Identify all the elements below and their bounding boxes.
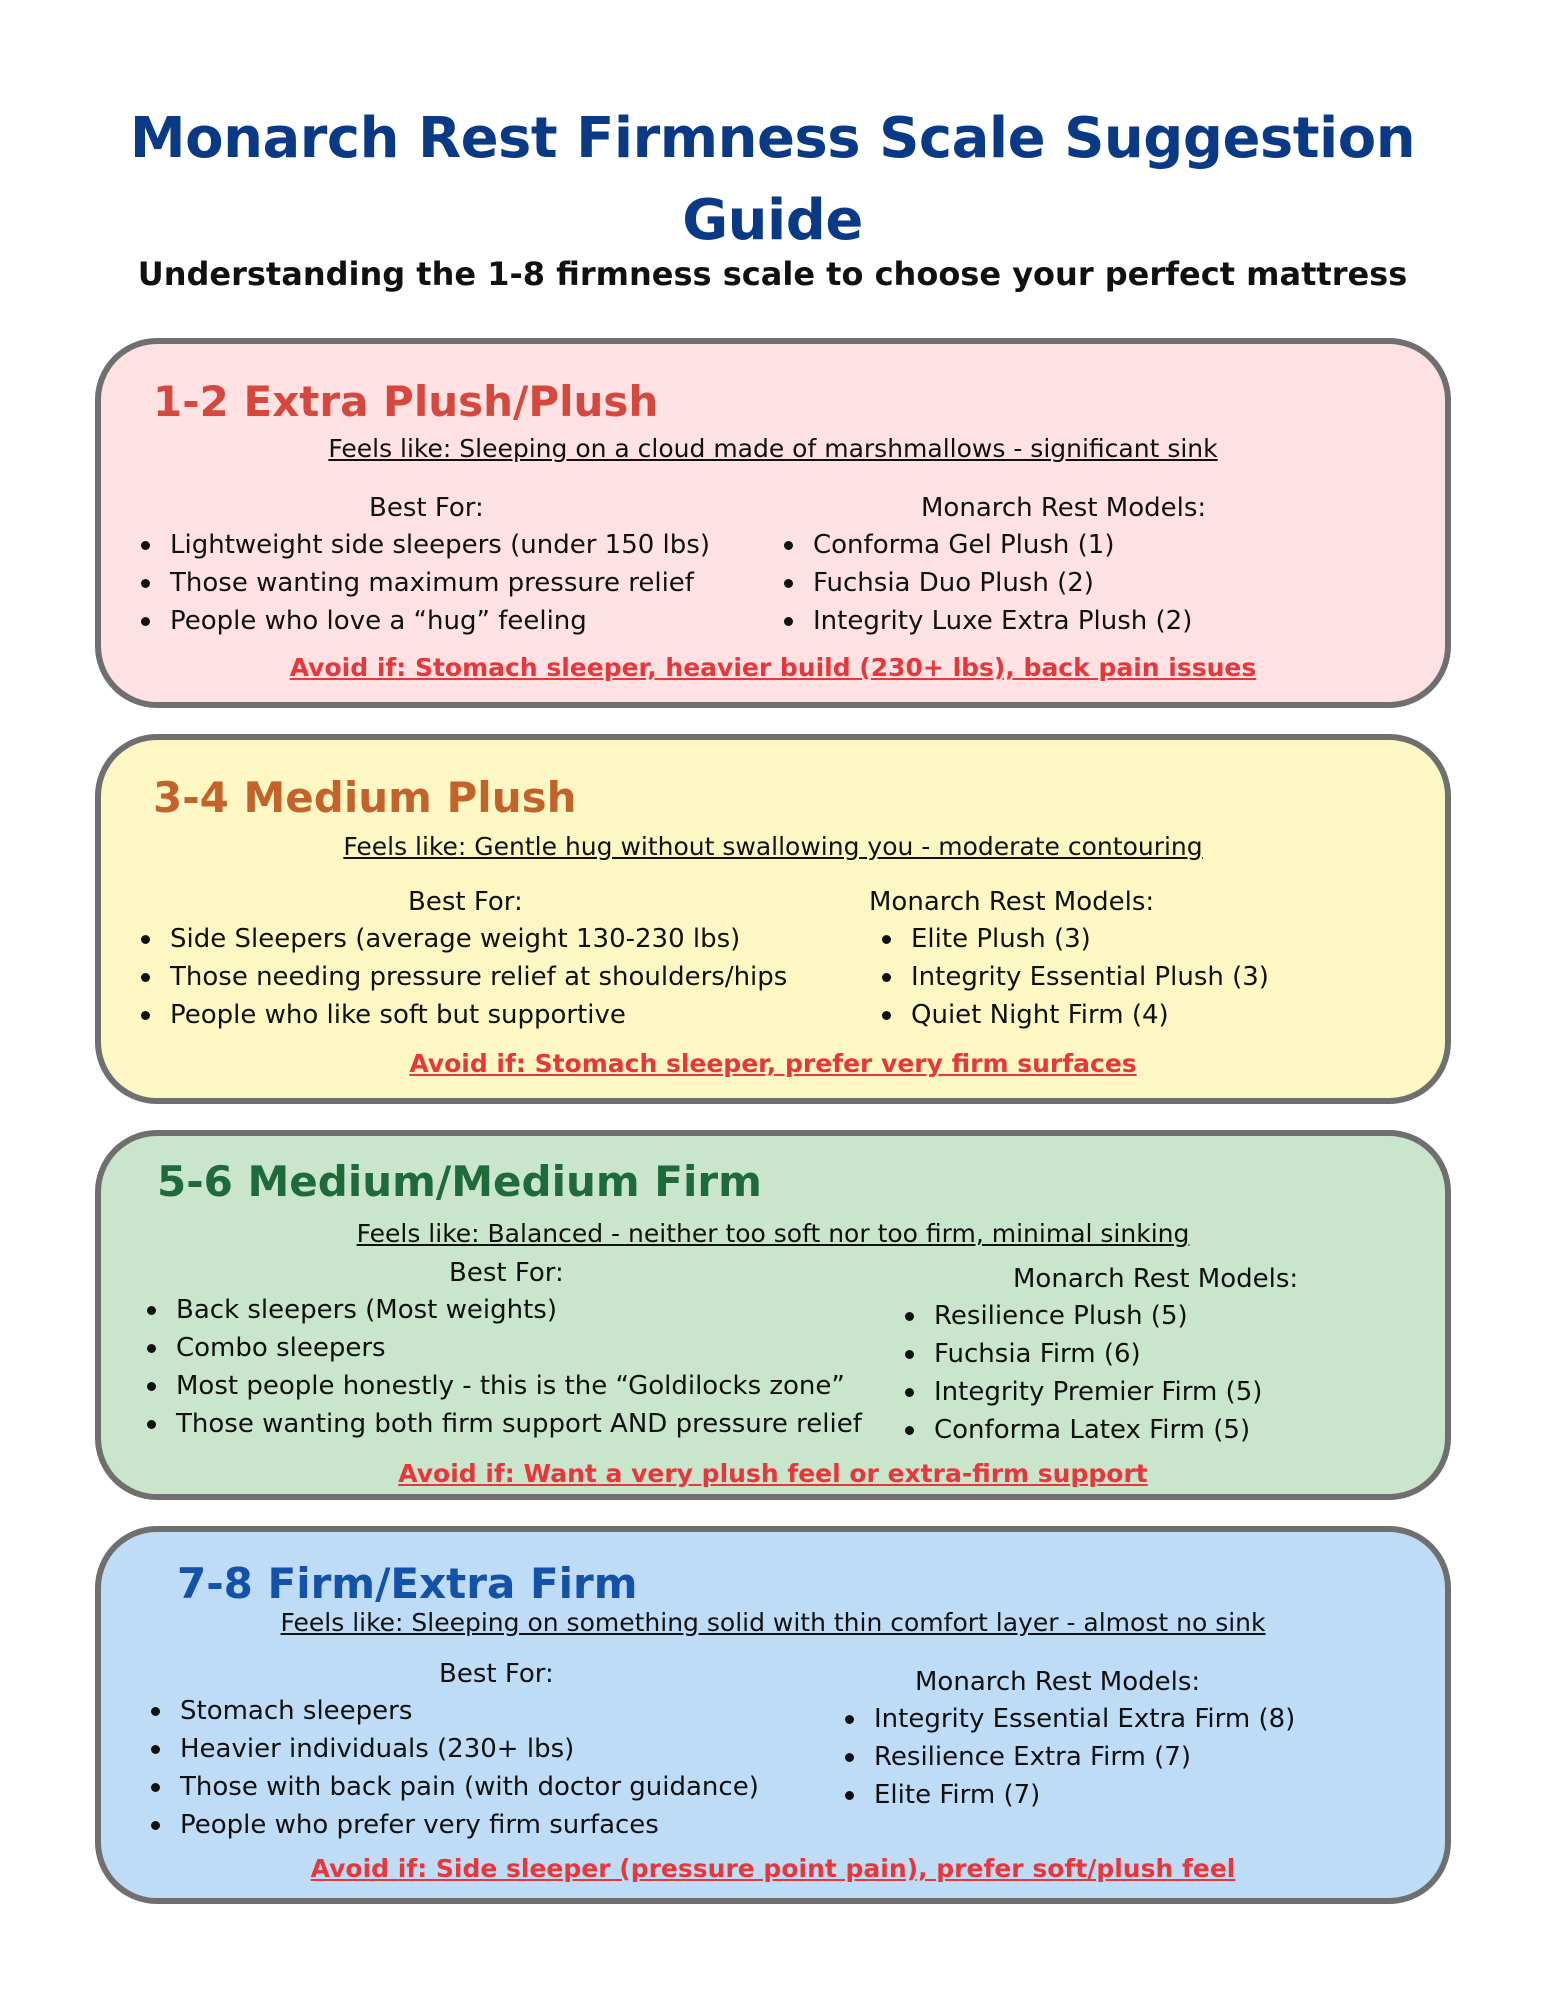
card-heading: 5-6 Medium/Medium Firm bbox=[157, 1157, 762, 1206]
list-item: People who prefer very firm surfaces bbox=[145, 1806, 759, 1844]
firmness-card-7-8 bbox=[95, 1526, 1451, 1904]
models-list bbox=[876, 920, 1269, 1034]
list-item: Quiet Night Firm (4) bbox=[876, 996, 1269, 1034]
list-item: Combo sleepers bbox=[141, 1329, 862, 1367]
avoid-warning: Avoid if: Want a very plush feel or extra-firm support bbox=[398, 1459, 1148, 1488]
list-item: Integrity Premier Firm (5) bbox=[899, 1373, 1262, 1411]
list-item: Those with back pain (with doctor guidance) bbox=[145, 1768, 759, 1806]
card-heading: 3-4 Medium Plush bbox=[153, 773, 577, 822]
list-item: Fuchsia Firm (6) bbox=[899, 1335, 1262, 1373]
models-title: Monarch Rest Models: bbox=[869, 887, 1155, 917]
list-item: Those wanting both firm support AND pressure relief bbox=[141, 1405, 862, 1443]
feels-like-text: Feels like: Balanced - neither too soft nor too firm, minimal sinking bbox=[356, 1219, 1190, 1248]
models-list bbox=[778, 526, 1192, 640]
list-item: Integrity Essential Extra Firm (8) bbox=[839, 1700, 1295, 1738]
card-heading: 7-8 Firm/Extra Firm bbox=[177, 1559, 638, 1608]
best-for-title: Best For: bbox=[449, 1258, 564, 1288]
best-for-list bbox=[135, 920, 787, 1034]
page-title bbox=[0, 98, 1545, 262]
list-item: Elite Plush (3) bbox=[876, 920, 1269, 958]
best-for-list bbox=[141, 1291, 862, 1443]
list-item: Most people honestly - this is the “Goldilocks zone” bbox=[141, 1367, 862, 1405]
avoid-warning: Avoid if: Stomach sleeper, heavier build (230+ lbs), back pain issues bbox=[289, 653, 1257, 682]
list-item: People who like soft but supportive bbox=[135, 996, 787, 1034]
page-title-line-2: Guide bbox=[682, 188, 863, 253]
list-item: Those needing pressure relief at shoulders/hips bbox=[135, 958, 787, 996]
list-item: Conforma Gel Plush (1) bbox=[778, 526, 1192, 564]
list-item: Lightweight side sleepers (under 150 lbs) bbox=[135, 526, 710, 564]
feels-like-text: Feels like: Sleeping on a cloud made of marshmallows - significant sink bbox=[328, 434, 1218, 463]
list-item: Conforma Latex Firm (5) bbox=[899, 1411, 1262, 1449]
models-list bbox=[839, 1700, 1295, 1814]
list-item: Fuchsia Duo Plush (2) bbox=[778, 564, 1192, 602]
best-for-list bbox=[135, 526, 710, 640]
list-item: Side Sleepers (average weight 130-230 lbs) bbox=[135, 920, 787, 958]
models-title: Monarch Rest Models: bbox=[921, 493, 1207, 523]
page-subtitle: Understanding the 1-8 firmness scale to choose your perfect mattress bbox=[137, 255, 1408, 293]
best-for-title: Best For: bbox=[439, 1659, 554, 1689]
firmness-card-5-6 bbox=[95, 1130, 1451, 1500]
models-list bbox=[899, 1297, 1262, 1449]
avoid-warning: Avoid if: Side sleeper (pressure point pain), prefer soft/plush feel bbox=[310, 1854, 1236, 1883]
list-item: Resilience Extra Firm (7) bbox=[839, 1738, 1295, 1776]
page-title-line-1: Monarch Rest Firmness Scale Suggestion bbox=[129, 106, 1416, 171]
list-item: Integrity Luxe Extra Plush (2) bbox=[778, 602, 1192, 640]
list-item: Stomach sleepers bbox=[145, 1692, 759, 1730]
list-item: Heavier individuals (230+ lbs) bbox=[145, 1730, 759, 1768]
models-title: Monarch Rest Models: bbox=[1013, 1264, 1299, 1294]
firmness-card-1-2 bbox=[95, 338, 1451, 708]
avoid-warning: Avoid if: Stomach sleeper, prefer very firm surfaces bbox=[409, 1049, 1137, 1078]
card-heading: 1-2 Extra Plush/Plush bbox=[153, 377, 659, 426]
list-item: Back sleepers (Most weights) bbox=[141, 1291, 862, 1329]
firmness-card-3-4 bbox=[95, 734, 1451, 1104]
feels-like-text: Feels like: Sleeping on something solid with thin comfort layer - almost no sink bbox=[280, 1608, 1266, 1637]
best-for-list bbox=[145, 1692, 759, 1844]
list-item: People who love a “hug” feeling bbox=[135, 602, 710, 640]
best-for-title: Best For: bbox=[408, 887, 523, 917]
list-item: Resilience Plush (5) bbox=[899, 1297, 1262, 1335]
feels-like-text: Feels like: Gentle hug without swallowing you - moderate contouring bbox=[343, 832, 1203, 861]
list-item: Integrity Essential Plush (3) bbox=[876, 958, 1269, 996]
list-item: Those wanting maximum pressure relief bbox=[135, 564, 710, 602]
models-title: Monarch Rest Models: bbox=[915, 1667, 1201, 1697]
list-item: Elite Firm (7) bbox=[839, 1776, 1295, 1814]
best-for-title: Best For: bbox=[369, 493, 484, 523]
